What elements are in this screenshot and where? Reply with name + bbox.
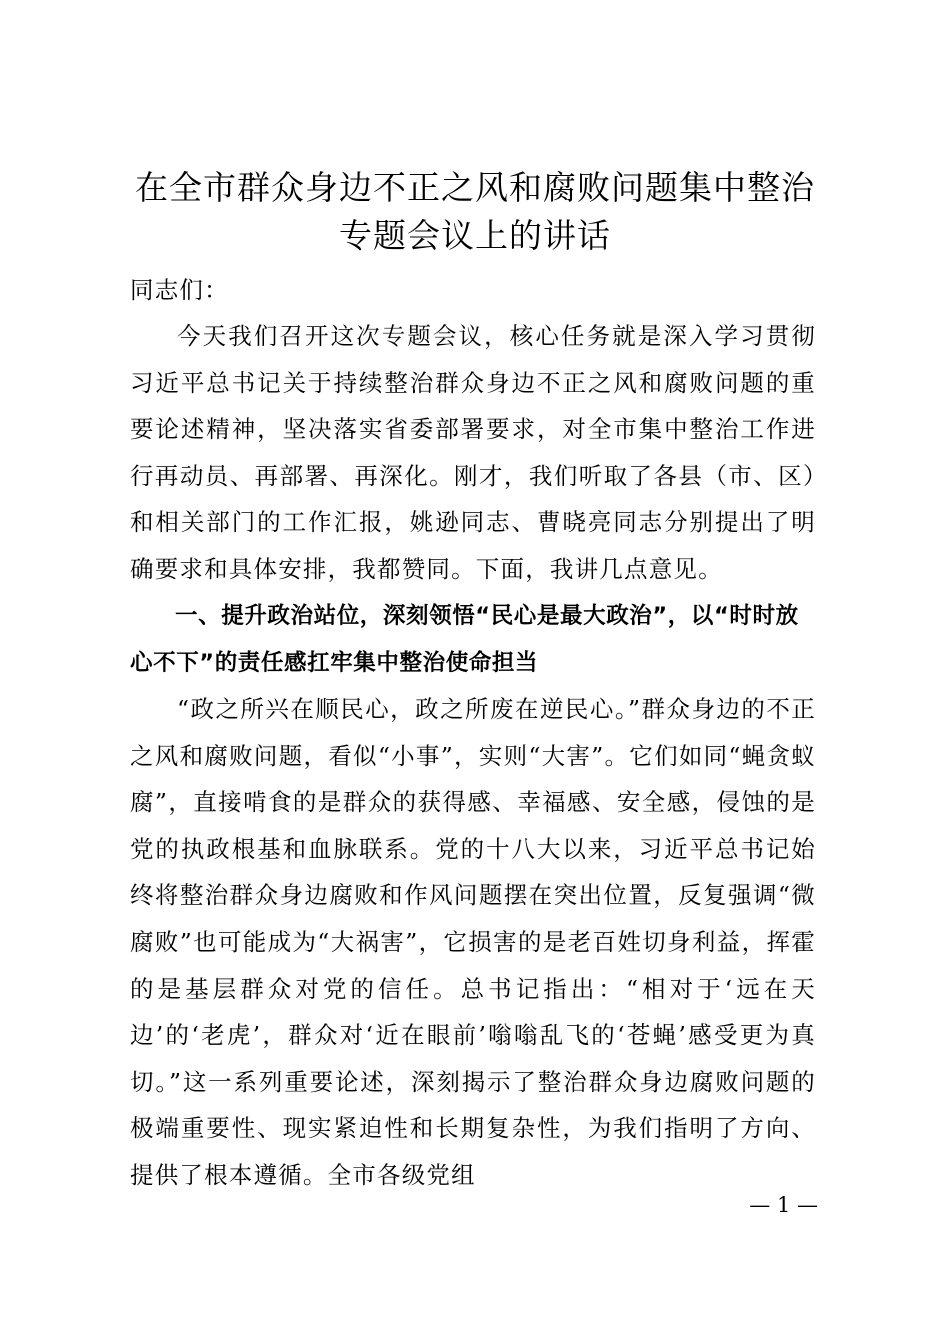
document-title [0,164,950,260]
intro-paragraph: 今天我们召开这次专题会议，核心任务就是深入学习贯彻习近平总书记关于持续整治群众身边不正之风和腐败问题的重要论述精神，坚决落实省委部署要求，对全市集中整治工作进行再动员、再部署、再深化。刚才，我们听取了各县（市、区）和相关部门的工作汇报，姚逊同志、曹晓亮同志分别提出了明确要求和具体安排，我都赞同。下面，我讲几点意见。 [130,322,816,583]
title-line-1: 在全市群众身边不正之风和腐败问题集中整治 [135,168,815,207]
title-line-2: 专题会议上的讲话 [339,216,611,255]
salutation: 同志们： [130,276,229,304]
body-paragraph: “政之所兴在顺民心，政之所废在逆民心。”群众身边的不正之风和腐败问题，看似“小事”，实则“大害”。它们如同“蝇贪蚁腐”，直接啃食的是群众的获得感、幸福感、安全感，侵蚀的是党的执政根基和血脉联系。党的十八大以来，习近平总书记始终将整治群众身边腐败和作风问题摆在突出位置，反复强调“微腐败”也可能成为“大祸害”，它损害的是老百姓切身利益，挥霍的是基层群众对党的信任。总书记指出：“相对于‘远在天边’的‘老虎’，群众对‘近在眼前’嗡嗡乱飞的‘苍蝇’感受更为真切。”这一系列重要论述，深刻揭示了整治群众身边腐败问题的极端重要性、现实紧迫性和长期复杂性，为我们指明了方向、提供了根本遵循。全市各级党组 [130,695,816,1189]
section-heading: 一、提升政治站位，深刻领悟“民心是最大政治”，以“时时放心不下”的责任感扛牢集中整治使命担当 [130,603,799,676]
page-number: — 1 — [749,1193,818,1217]
